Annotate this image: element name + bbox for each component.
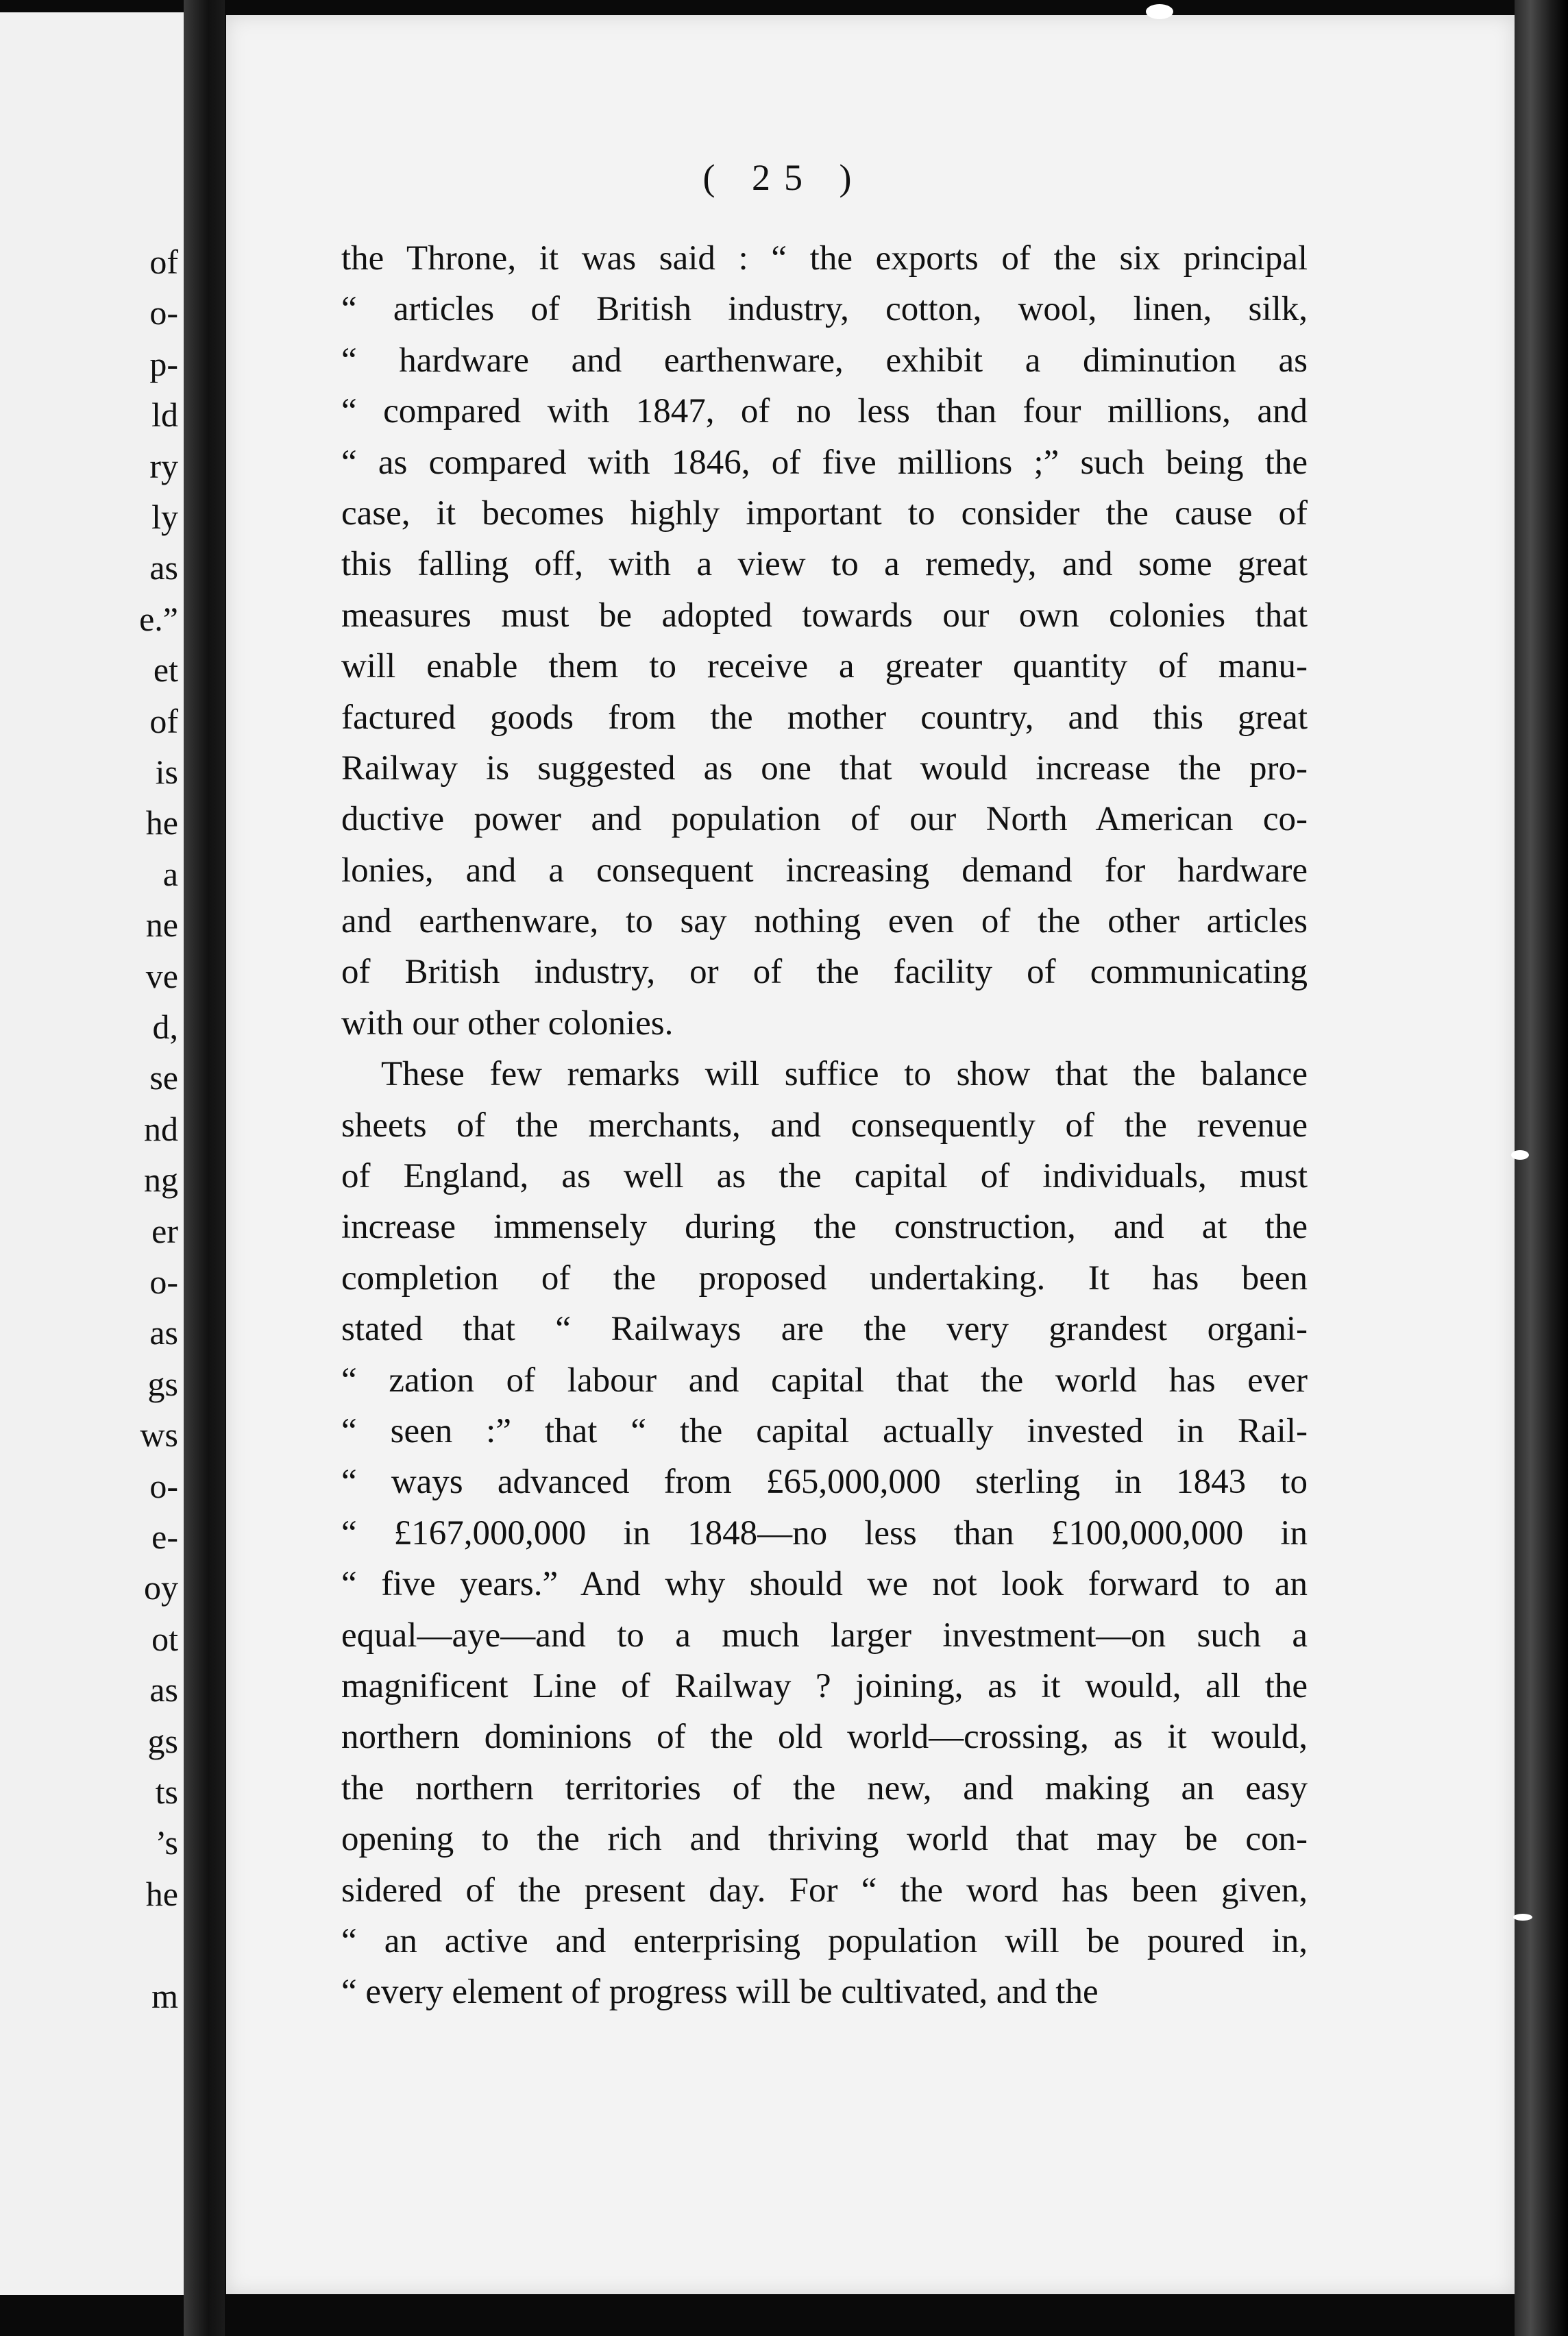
text-line: opening to the rich and thriving world that may be con- <box>341 1820 1308 1859</box>
left-page-fragment: ts <box>155 1773 178 1811</box>
left-page-fragment: ot <box>151 1619 178 1658</box>
text-line: northern dominions of the old world—crossing, as it would, <box>341 1718 1308 1757</box>
text-line: Railway is suggested as one that would increase the pro- <box>341 749 1308 788</box>
body-text <box>341 233 1308 2018</box>
text-line: “ zation of labour and capital that the world has ever <box>341 1361 1308 1400</box>
page-number: ( 25 ) <box>702 157 866 198</box>
text-line: this falling off, with a view to a remedy, and some great <box>341 545 1308 584</box>
left-page-fragment: gs <box>147 1364 178 1403</box>
left-page-fragment: o- <box>149 1466 178 1505</box>
text-line: “ articles of British industry, cotton, wool, linen, silk, <box>341 290 1308 329</box>
left-page-fragment: ve <box>145 956 178 995</box>
text-line: increase immensely during the construction, and at the <box>341 1208 1308 1247</box>
text-line: magnificent Line of Railway ? joining, as it would, all the <box>341 1666 1308 1705</box>
text-line: “ ways advanced from £65,000,000 sterling in 1843 to <box>341 1463 1308 1502</box>
left-page-fragment: ws <box>140 1415 178 1455</box>
left-page-fragment: o- <box>149 293 178 332</box>
left-page-fragment: ne <box>145 905 178 945</box>
text-line: “ an active and enterprising population will be poured in, <box>341 1921 1308 1960</box>
left-page-fragment: e.” <box>139 599 178 638</box>
left-page-fragment: ld <box>151 396 178 435</box>
left-page-fragment: p- <box>149 344 178 383</box>
left-page-fragment: nd <box>144 1109 178 1148</box>
paper-speck <box>1511 1150 1529 1160</box>
text-line: stated that “ Railways are the very grandest organi- <box>341 1310 1308 1349</box>
text-line: “ hardware and earthenware, exhibit a diminution as <box>341 341 1308 380</box>
text-line: the Throne, it was said : “ the exports of the six principal <box>341 239 1308 278</box>
paper-speck <box>1146 4 1173 19</box>
left-page-fragment: is <box>155 753 178 791</box>
text-line: completion of the proposed undertaking. It has been <box>341 1258 1308 1298</box>
left-page-fragment: ’s <box>155 1823 178 1862</box>
left-page-fragment: a <box>162 854 178 893</box>
text-line: factured goods from the mother country, and this great <box>341 698 1308 737</box>
text-line: ductive power and population of our North American co- <box>341 800 1308 839</box>
text-line: case, it becomes highly important to consider the cause of <box>341 494 1308 533</box>
text-line: “ as compared with 1846, of five millions ;” such being the <box>341 443 1308 482</box>
left-page-fragment: ng <box>144 1160 178 1200</box>
text-line: of British industry, or of the facility of communicating <box>341 953 1308 992</box>
text-line: sheets of the merchants, and consequently of the revenue <box>341 1106 1308 1145</box>
left-page-fragment: o- <box>149 1263 178 1301</box>
text-line: the northern territories of the new, and making an easy <box>341 1768 1308 1808</box>
left-page-fragment: as <box>149 1313 178 1352</box>
text-line: sidered of the present day. For “ the word has been given, <box>341 1871 1308 1910</box>
text-line: with our other colonies. <box>341 1003 674 1043</box>
text-line: “ seen :” that “ the capital actually invested in Rail- <box>341 1411 1308 1450</box>
left-page-fragment: of <box>149 243 178 281</box>
text-line: measures must be adopted towards our own colonies that <box>341 596 1308 635</box>
text-line: These few remarks will suffice to show that the balance <box>381 1055 1308 1094</box>
left-page-fragment: he <box>145 1874 178 1913</box>
left-page-fragment: ly <box>151 498 178 536</box>
left-page-fragment: e- <box>151 1518 178 1556</box>
text-line: “ £167,000,000 in 1848—no less than £100,000,000 in <box>341 1513 1308 1553</box>
text-line: equal—aye—and to a much larger investment—on such a <box>341 1616 1308 1655</box>
left-page-fragment: as <box>149 1670 178 1710</box>
left-page-fragment: as <box>149 548 178 587</box>
left-page-fragment: gs <box>147 1721 178 1760</box>
text-line: and earthenware, to say nothing even of the other articles <box>341 902 1308 941</box>
left-page-fragment: et <box>153 650 178 690</box>
text-line: of England, as well as the capital of individuals, must <box>341 1157 1308 1196</box>
text-line: lonies, and a consequent increasing demand for hardware <box>341 851 1308 890</box>
paper-speck <box>1513 1914 1532 1921</box>
left-page-fragment: he <box>145 803 178 842</box>
right-page-edge <box>1515 0 1568 2336</box>
left-page-fragment: d, <box>152 1008 178 1046</box>
left-page-fragment: se <box>149 1058 178 1097</box>
left-page-fragment: ry <box>149 446 178 485</box>
left-page-fragment: of <box>149 701 178 740</box>
text-line: “ compared with 1847, of no less than four millions, and <box>341 392 1308 431</box>
left-page-fragment: m <box>151 1976 178 2015</box>
left-page-fragment: er <box>151 1211 178 1250</box>
book-gutter <box>184 0 225 2336</box>
text-line: “ every element of progress will be cultivated, and the <box>341 1973 1099 2012</box>
text-line: will enable them to receive a greater quantity of manu- <box>341 647 1308 686</box>
left-page-fragment: oy <box>144 1568 178 1607</box>
left-page-edge <box>0 12 184 2295</box>
text-line: “ five years.” And why should we not look forward to an <box>341 1565 1308 1604</box>
